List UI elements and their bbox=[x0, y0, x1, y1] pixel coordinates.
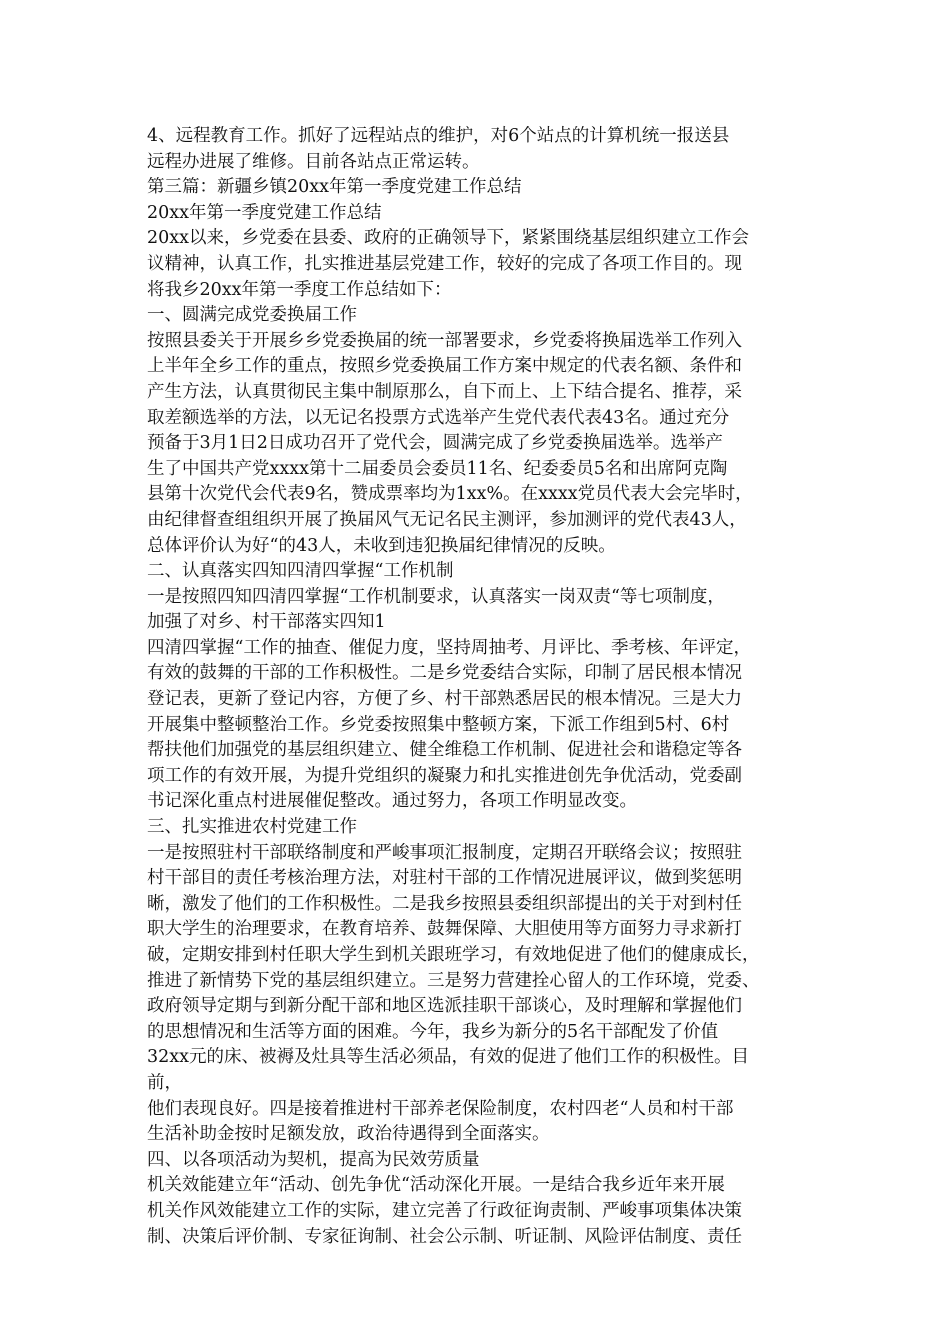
text-line-30: 村干部目的责任考核治理方法，对驻村干部的工作情况进展评议，做到奖惩明 bbox=[147, 868, 742, 889]
text-line-39: 他们表现良好。四是接着推进村干部养老保险制度，农村四老“人员和村干部 bbox=[147, 1098, 734, 1119]
document-body bbox=[147, 124, 812, 1250]
text-line-09: 按照县委关于开展乡乡党委换届的统一部署要求，乡党委将换届选举工作列入 bbox=[147, 330, 742, 351]
text-line-07: 将我乡20xx年第一季度工作总结如下： bbox=[147, 279, 452, 300]
text-line-05: 20xx以来，乡党委在县委、政府的正确领导下，紧紧围绕基层组织建立工作会 bbox=[147, 228, 750, 249]
text-line-24: 开展集中整顿整治工作。乡党委按照集中整顿方案，下派工作组到5村、6村 bbox=[147, 714, 730, 735]
text-line-16: 由纪律督查组组织开展了换届风气无记名民主测评，参加测评的党代表43人， bbox=[147, 509, 747, 530]
text-line-32: 职大学生的治理要求，在教育培养、鼓舞保障、大胆使用等方面努力寻求新打 bbox=[147, 919, 742, 940]
text-line-40: 生活补助金按时足额发放，政治待遇得到全面落实。 bbox=[147, 1124, 550, 1145]
text-line-10: 上半年全乡工作的重点，按照乡党委换届工作方案中规定的代表名额、条件和 bbox=[147, 356, 742, 377]
text-line-44: 制、决策后评价制、专家征询制、社会公示制、听证制、风险评估制度、责任 bbox=[147, 1226, 742, 1247]
text-line-35: 政府领导定期与到新分配干部和地区选派挂职干部谈心，及时理解和掌握他们 bbox=[147, 996, 742, 1017]
section-heading-1: 一、圆满完成党委换届工作 bbox=[147, 305, 357, 326]
text-line-06: 议精神，认真工作，扎实推进基层党建工作，较好的完成了各项工作目的。现 bbox=[147, 253, 742, 274]
text-line-20: 加强了对乡、村干部落实四知1 bbox=[147, 612, 386, 633]
section-heading-third-article: 第三篇：新疆乡镇20xx年第一季度党建工作总结 bbox=[147, 177, 522, 198]
text-line-14: 生了中国共产党xxxx第十二届委员会委员11名、纪委委员5名和出席阿克陶 bbox=[147, 458, 728, 479]
text-line-13: 预备于3月1日2日成功召开了党代会，圆满完成了乡党委换届选举。选举产 bbox=[147, 433, 723, 454]
text-line-22: 有效的鼓舞的干部的工作积极性。二是乡党委结合实际，印制了居民根本情况 bbox=[147, 663, 742, 684]
text-line-23: 登记表，更新了登记内容，方便了乡、村干部熟悉居民的根本情况。三是大力 bbox=[147, 689, 742, 710]
document-title: 20xx年第一季度党建工作总结 bbox=[147, 202, 382, 223]
text-line-01: 4、远程教育工作。抓好了远程站点的维护，对6个站点的计算机统一报送县 bbox=[147, 126, 730, 146]
text-line-29: 一是按照驻村干部联络制度和严峻事项汇报制度，定期召开联络会议；按照驻 bbox=[147, 842, 742, 863]
section-heading-2: 二、认真落实四知四清四掌握“工作机制 bbox=[147, 561, 454, 582]
text-line-42: 机关效能建立年“活动、创先争优“活动深化开展。一是结合我乡近年来开展 bbox=[147, 1175, 725, 1196]
text-line-37: 32xx元的床、被褥及灶具等生活必须品，有效的促进了他们工作的积极性。目 bbox=[147, 1047, 750, 1068]
text-line-02: 远程办进展了维修。目前各站点正常运转。 bbox=[147, 151, 480, 172]
text-line-34: 推进了新情势下党的基层组织建立。三是努力营建拴心留人的工作环境，党委、 bbox=[147, 970, 760, 991]
text-line-17: 总体评价认为好“的43人，未收到违犯换届纪律情况的反映。 bbox=[147, 535, 616, 556]
text-line-11: 产生方法，认真贯彻民主集中制原那么，自下而上、上下结合提名、推荐，采 bbox=[147, 381, 742, 402]
text-line-31: 晰，激发了他们的工作积极性。二是我乡按照县委组织部提出的关于对到村任 bbox=[147, 893, 742, 914]
text-line-33: 破，定期安排到村任职大学生到机关跟班学习，有效地促进了他们的健康成长， bbox=[147, 945, 760, 965]
text-line-21: 四清四掌握“工作的抽查、催促力度，坚持周抽考、月评比、季考核、年评定， bbox=[147, 637, 751, 658]
section-heading-3: 三、扎实推进农村党建工作 bbox=[147, 817, 357, 838]
text-line-26: 项工作的有效开展，为提升党组织的凝聚力和扎实推进创先争优活动，党委副 bbox=[147, 765, 742, 786]
text-line-19: 一是按照四知四清四掌握“工作机制要求，认真落实一岗双责“等七项制度， bbox=[147, 586, 725, 607]
text-line-25: 帮扶他们加强党的基层组织建立、健全维稳工作机制、促进社会和谐稳定等各 bbox=[147, 740, 742, 761]
section-heading-4: 四、以各项活动为契机，提高为民效劳质量 bbox=[147, 1149, 480, 1170]
text-line-15: 县第十次党代会代表9名，赞成票率均为1xx%。在xxxx党员代表大会完毕时， bbox=[147, 484, 753, 505]
text-line-36: 的思想情况和生活等方面的困难。今年，我乡为新分的5名干部配发了价值 bbox=[147, 1021, 719, 1042]
text-line-38: 前， bbox=[147, 1072, 182, 1093]
text-line-43: 机关作风效能建立工作的实际，建立完善了行政征询责制、严峻事项集体决策 bbox=[147, 1200, 742, 1221]
text-line-27: 书记深化重点村进展催促整改。通过努力，各项工作明显改变。 bbox=[147, 791, 637, 812]
text-line-12: 取差额选举的方法，以无记名投票方式选举产生党代表代表43名。通过充分 bbox=[147, 407, 730, 428]
